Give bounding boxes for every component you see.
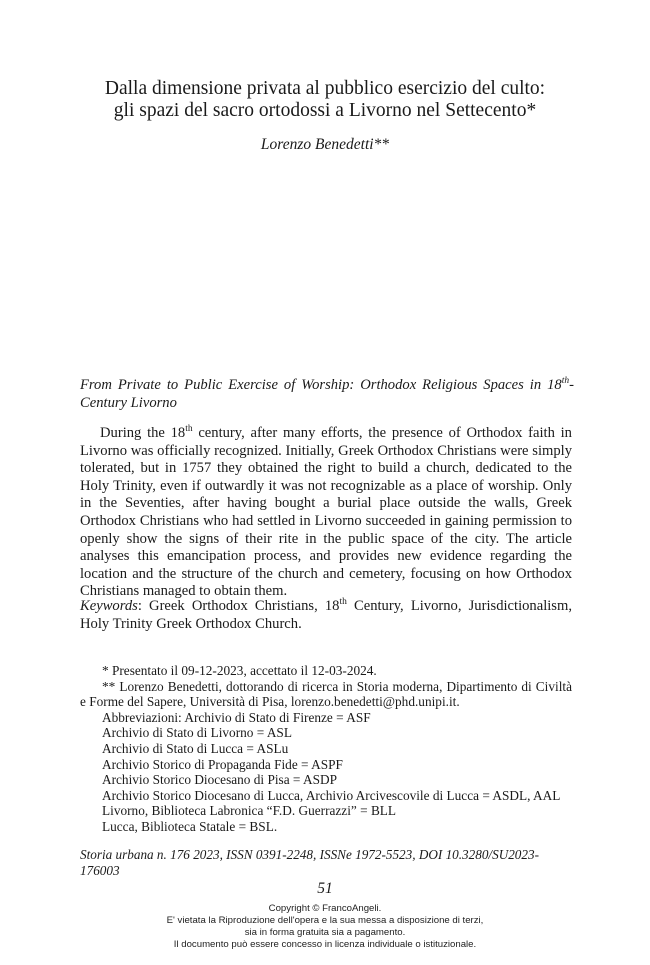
keywords-part-1: : Greek Orthodox Christians, 18	[137, 598, 340, 614]
copyright-line: Il documento può essere concesso in licenza individuale o istituzionale.	[173, 939, 477, 950]
copyright-line: sia in forma gratuita sia a pagamento.	[244, 927, 406, 938]
abbreviation-line: Lucca, Biblioteca Statale = BSL.	[102, 818, 278, 834]
author-name: Lorenzo Benedetti**	[260, 136, 390, 153]
english-title-text: From Private to Public Exercise of Worship: Orthodox Religious Spaces in 18	[80, 377, 562, 393]
journal-citation: Storia urbana n. 176 2023, ISSN 0391-2248, ISSNe 1972-5523, DOI 10.3280/SU2023-176003	[80, 847, 539, 878]
abstract-sup: th	[185, 424, 193, 435]
abbreviation-line: Archivio Storico Diocesano di Pisa = ASDP	[102, 772, 338, 788]
keywords-sup: th	[339, 597, 347, 608]
abbreviation-line: Livorno, Biblioteca Labronica “F.D. Guerrazzi” = BLL	[102, 803, 397, 819]
abbreviation-line: Archivio Storico Diocesano di Lucca, Archivio Arcivescovile di Lucca = ASDL, AAL	[102, 787, 561, 803]
article-title	[0, 78, 650, 122]
copyright-notice	[0, 903, 650, 951]
footnote-author: ** Lorenzo Benedetti, dottorando di ricerca in Storia moderna, Dipartimento di Civiltà e Forme del Sapere, Università di Pisa, lorenzo.benedetti@phd.unipi.it.	[80, 678, 572, 710]
abbreviation-line: Abbreviazioni: Archivio di Stato di Firenze = ASF	[102, 709, 371, 725]
keywords-label: Keywords	[80, 598, 138, 614]
keywords-part-2: Century, Livorno, Jurisdictionalism, Holy Trinity Greek Orthodox Church.	[80, 598, 572, 632]
copyright-line: Copyright © FrancoAngeli.	[268, 903, 382, 914]
abstract-part-2: century, after many efforts, the presence of Orthodox faith in Livorno was officially recognized. Initially, Greek Orthodox Christians were simply tolerated, but in 1757 they obtained the right to build a church, dedicated to the Holy Trinity, even if outwardly it was not recognizable as a place of worship. Only in the Seventies, after having bought a burial place outside the walls, Greek Orthodox Christians who had settled in Livorno succeeded in gaining permission to openly show the signs of their rite in the public space of the city. The article analyses this emancipation process, and provides new evidence regarding the location and the structure of the church and cemetery, focusing on how Orthodox Christians managed to obtain them.	[80, 425, 572, 600]
keywords	[80, 598, 572, 633]
copyright-line: E' vietata la Riproduzione dell'opera e la sua messa a disposizione di terzi,	[166, 915, 484, 926]
abbreviation-line: Archivio di Stato di Lucca = ASLu	[102, 740, 289, 756]
abstract	[80, 425, 572, 601]
abstract-part-1: During the 18	[100, 425, 186, 441]
english-title-sup: th	[561, 376, 570, 387]
footnote-presented: * Presentato il 09-12-2023, accettato il 12-03-2024.	[102, 663, 377, 678]
title-line-2: gli spazi del sacro ortodossi a Livorno nel Settecento*	[113, 100, 537, 121]
title-line-1: Dalla dimensione privata al pubblico esercizio del culto:	[104, 78, 546, 99]
footnotes	[80, 663, 572, 835]
abbreviation-line: Archivio Storico di Propaganda Fide = ASPF	[102, 756, 343, 772]
english-title-tail: -Century Livorno	[80, 377, 574, 411]
english-title	[80, 376, 574, 412]
page-number: 51	[317, 880, 333, 897]
abbreviation-line: Archivio di Stato di Livorno = ASL	[102, 725, 292, 741]
